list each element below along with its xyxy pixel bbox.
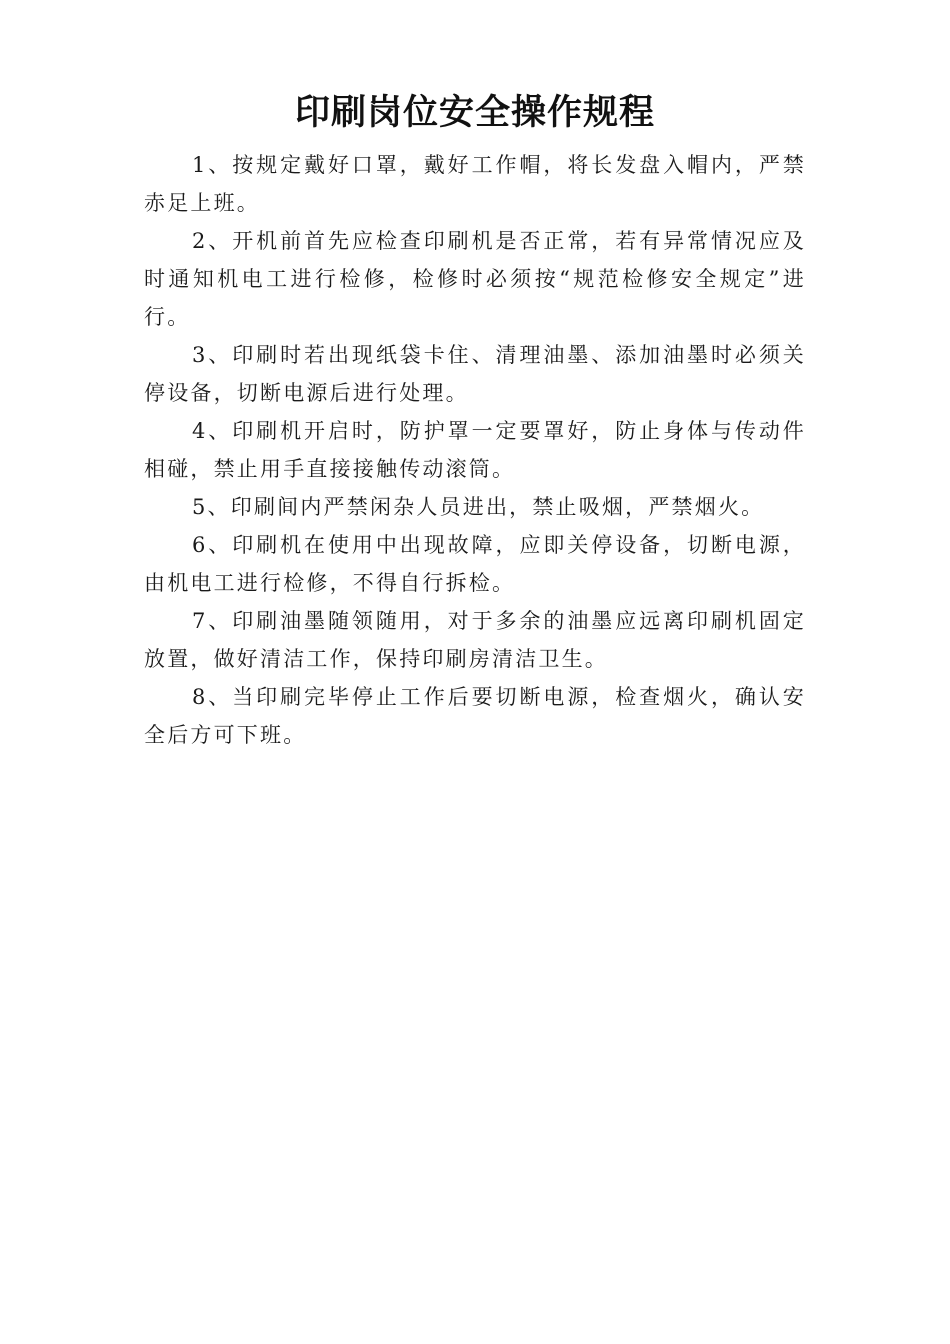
rule-paragraph-1: 1、按规定戴好口罩，戴好工作帽，将长发盘入帽内，严禁赤足上班。 <box>144 153 806 215</box>
rule-paragraph-6: 6、印刷机在使用中出现故障，应即关停设备，切断电源，由机电工进行检修，不得自行拆检。 <box>144 533 806 595</box>
rule-paragraph-2: 2、开机前首先应检查印刷机是否正常，若有异常情况应及时通知机电工进行检修，检修时必须按“规范检修安全规定”进行。 <box>144 229 806 329</box>
rule-paragraph-8: 8、当印刷完毕停止工作后要切断电源，检查烟火，确认安全后方可下班。 <box>144 685 806 747</box>
rule-paragraph-5: 5、印刷间内严禁闲杂人员进出，禁止吸烟，严禁烟火。 <box>192 495 765 519</box>
document-body <box>144 146 806 754</box>
rule-paragraph-4: 4、印刷机开启时，防护罩一定要罩好，防止身体与传动件相碰，禁止用手直接接触传动滚筒。 <box>144 419 806 481</box>
rule-paragraph-7: 7、印刷油墨随领随用，对于多余的油墨应远离印刷机固定放置，做好清洁工作，保持印刷房清洁卫生。 <box>144 609 806 671</box>
page-title: 印刷岗位安全操作规程 <box>294 93 655 133</box>
rule-paragraph-3: 3、印刷时若出现纸袋卡住、清理油墨、添加油墨时必须关停设备，切断电源后进行处理。 <box>144 343 806 405</box>
